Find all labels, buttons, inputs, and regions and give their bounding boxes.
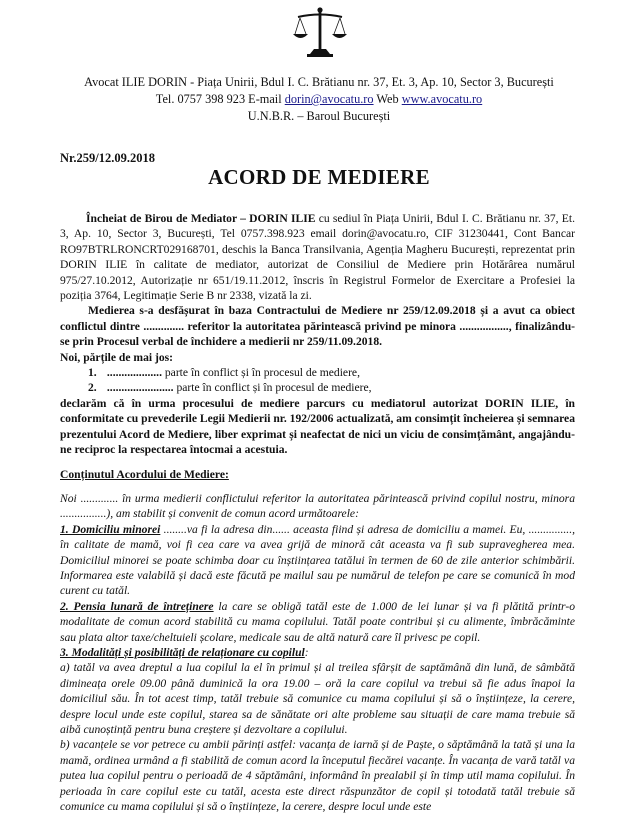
section-relations: [60, 645, 575, 660]
web-prefix: Web: [373, 92, 402, 106]
parties-list: [60, 365, 575, 396]
party-number: 1.: [88, 366, 97, 380]
section-text: la care se obligă tatăl este de 1.000 de lei lunar și va fi plătită printr-o modalitate de comun acord stabilită cu mama copilului. Tatăl poate contribui și cu alimente, îmbrăcăminte sau plata altor taxe/cheltuieli școlare, medicale sau de altă natură care îl privesc pe copil.: [60, 599, 575, 644]
content-heading: Conținutul Acordului de Mediere:: [60, 467, 229, 481]
intro-bold: Încheiat de Birou de Mediator – DORIN ILIE: [86, 212, 316, 225]
section-heading: 3. Modalități și posibilități de relaționare cu copilul: [60, 645, 305, 659]
page-title: ACORD DE MEDIERE: [208, 165, 430, 189]
party-name-blank: ...................: [106, 366, 162, 380]
content-intro: Noi ............. în urma medierii conflictului referitor la autoritatea părintească privind copilul nostru, minora ................), am stabilit și convenit de comun acord următoarele:: [60, 491, 575, 521]
party-role: parte în conflict și în procesul de mediere,: [173, 381, 372, 395]
section-text: :: [304, 645, 309, 659]
scales-of-justice-icon: [292, 6, 348, 60]
intro-paragraph: [60, 211, 575, 303]
web-link[interactable]: www.avocatu.ro: [401, 92, 483, 106]
declaration-paragraph: declarăm că în urma procesului de mediere parcurs cu mediatorul autorizat DORIN ILIE, în conformitate cu prevederile Legii Medierii nr. 192/2006 actualizată, am consimțit încheierea și semnarea prezentului Acord de Mediere, liber exprimat și neafectat de nici un viciu de consimțământ, angajându-ne reciproc la respectarea întocmai a acestuia.: [60, 396, 575, 457]
bar-affiliation-line: U.N.B.R. – Baroul București: [247, 109, 391, 123]
document-number: Nr.259/12.09.2018: [60, 151, 156, 165]
section-alimony: [60, 599, 575, 645]
section-heading: 2. Pensia lunară de întreținere: [60, 599, 214, 613]
section-heading: 1. Domiciliu minorei: [60, 522, 161, 536]
party-number: 2.: [88, 381, 97, 395]
section-domicile: [60, 522, 575, 599]
list-item: [60, 365, 575, 380]
party-role: parte în conflict și în procesul de mediere,: [161, 366, 360, 380]
contact-phone: Tel. 0757 398 923 E-mail: [155, 92, 285, 106]
lawyer-address-line: Avocat ILIE DORIN - Piața Unirii, Bdul I. C. Brătianu nr. 37, Et. 3, Ap. 10, Sector 3, București: [84, 75, 554, 89]
section-text: ........va fi la adresa din...... aceasta fiind și adresa de domiciliu a mamei. Eu, ..............., în calitate de mamă, voi fi cea care va avea grijă de minoră cât aceasta va fi sub supravegherea mea. Domiciliul minorei se poate schimba doar cu înștiințarea tatălui în termen de 60 de zile anterior schimbării. Informarea este valabilă și dacă este făcută pe mailul sau pe numărul de telefon pe care se comunică în mod curent cu tatăl.: [60, 522, 575, 598]
lawyer-contact-line: [60, 91, 578, 108]
party-name-blank: .......................: [106, 381, 174, 395]
contract-paragraph: Medierea s-a desfășurat în baza Contractului de Mediere nr 259/12.09.2018 și a avut ca obiect conflictul dintre .............. referitor la autoritatea părintească privind pe minora ................., finalizându-se prin Procesul verbal de închidere a medierii nr 259/11.09.2018.: [60, 304, 575, 349]
document-body: [60, 211, 575, 814]
point-b: b) vacanțele se vor petrece cu ambii părinți astfel: vacanța de iarnă și de Paște, o săptămână la tată și una la mamă, ordinea urmând a fi stabilită de comun acord la începutul fiecărei vacanțe. În vacanța de vară tatăl va putea lua copilul pentru o perioadă de 4 săptămâni, informând în prealabil și în timp util mama copilului. În perioada în care copilul este cu tatăl, acesta este direct răspunzător de copil și totodată tatăl trebuie să comunice cu mama copilului și să o înștiințeze, la cerere, despre locul unde este: [60, 738, 575, 814]
parties-heading: Noi, părțile de mai jos:: [60, 350, 174, 364]
point-a: a) tatăl va avea dreptul a lua copilul la el în primul și al treilea sfârșit de saptămână din lună, de sâmbătă dimineața orele 09.00 până duminică la ora 19.00 – oră la care copilul va trebui să fie adus înapoi la domiciliul său. În tot acest timp, tatăl trebuie să comunice cu mama copilului și să o înștiințeze, la cerere, despre locul unde este copilul, starea sa de sănătate ori alte probleme sau situații de care mama trebuie să aibă cunoștință pentru buna creștere și dezvoltare a copilului.: [60, 661, 575, 736]
intro-text: cu sediul în Piața Unirii, Bdul I. C. Brătianu nr. 37, Et. 3, Ap. 10, Sector 3, București, Tel 0757.398.923 email dorin@avocatu.ro, CIF 31230441, Cont Bancar RO97BTRLRONCRT029168701, deschis la Banca Transilvania, Agenția Magheru București, reprezentat prin DORIN ILIE în calitate de mediator, autorizat de Consiliul de Mediere prin Hotărârea numărul 975/27.10.2012, Autorizație nr 651/19.11.2012, înscris în Registrul Formelor de Exercitare a Profesiei la poziția 3764, Legitimație Serie B nr 2338, vizată la zi.: [60, 212, 575, 303]
list-item: [60, 380, 575, 395]
email-link[interactable]: dorin@avocatu.ro: [284, 92, 374, 106]
